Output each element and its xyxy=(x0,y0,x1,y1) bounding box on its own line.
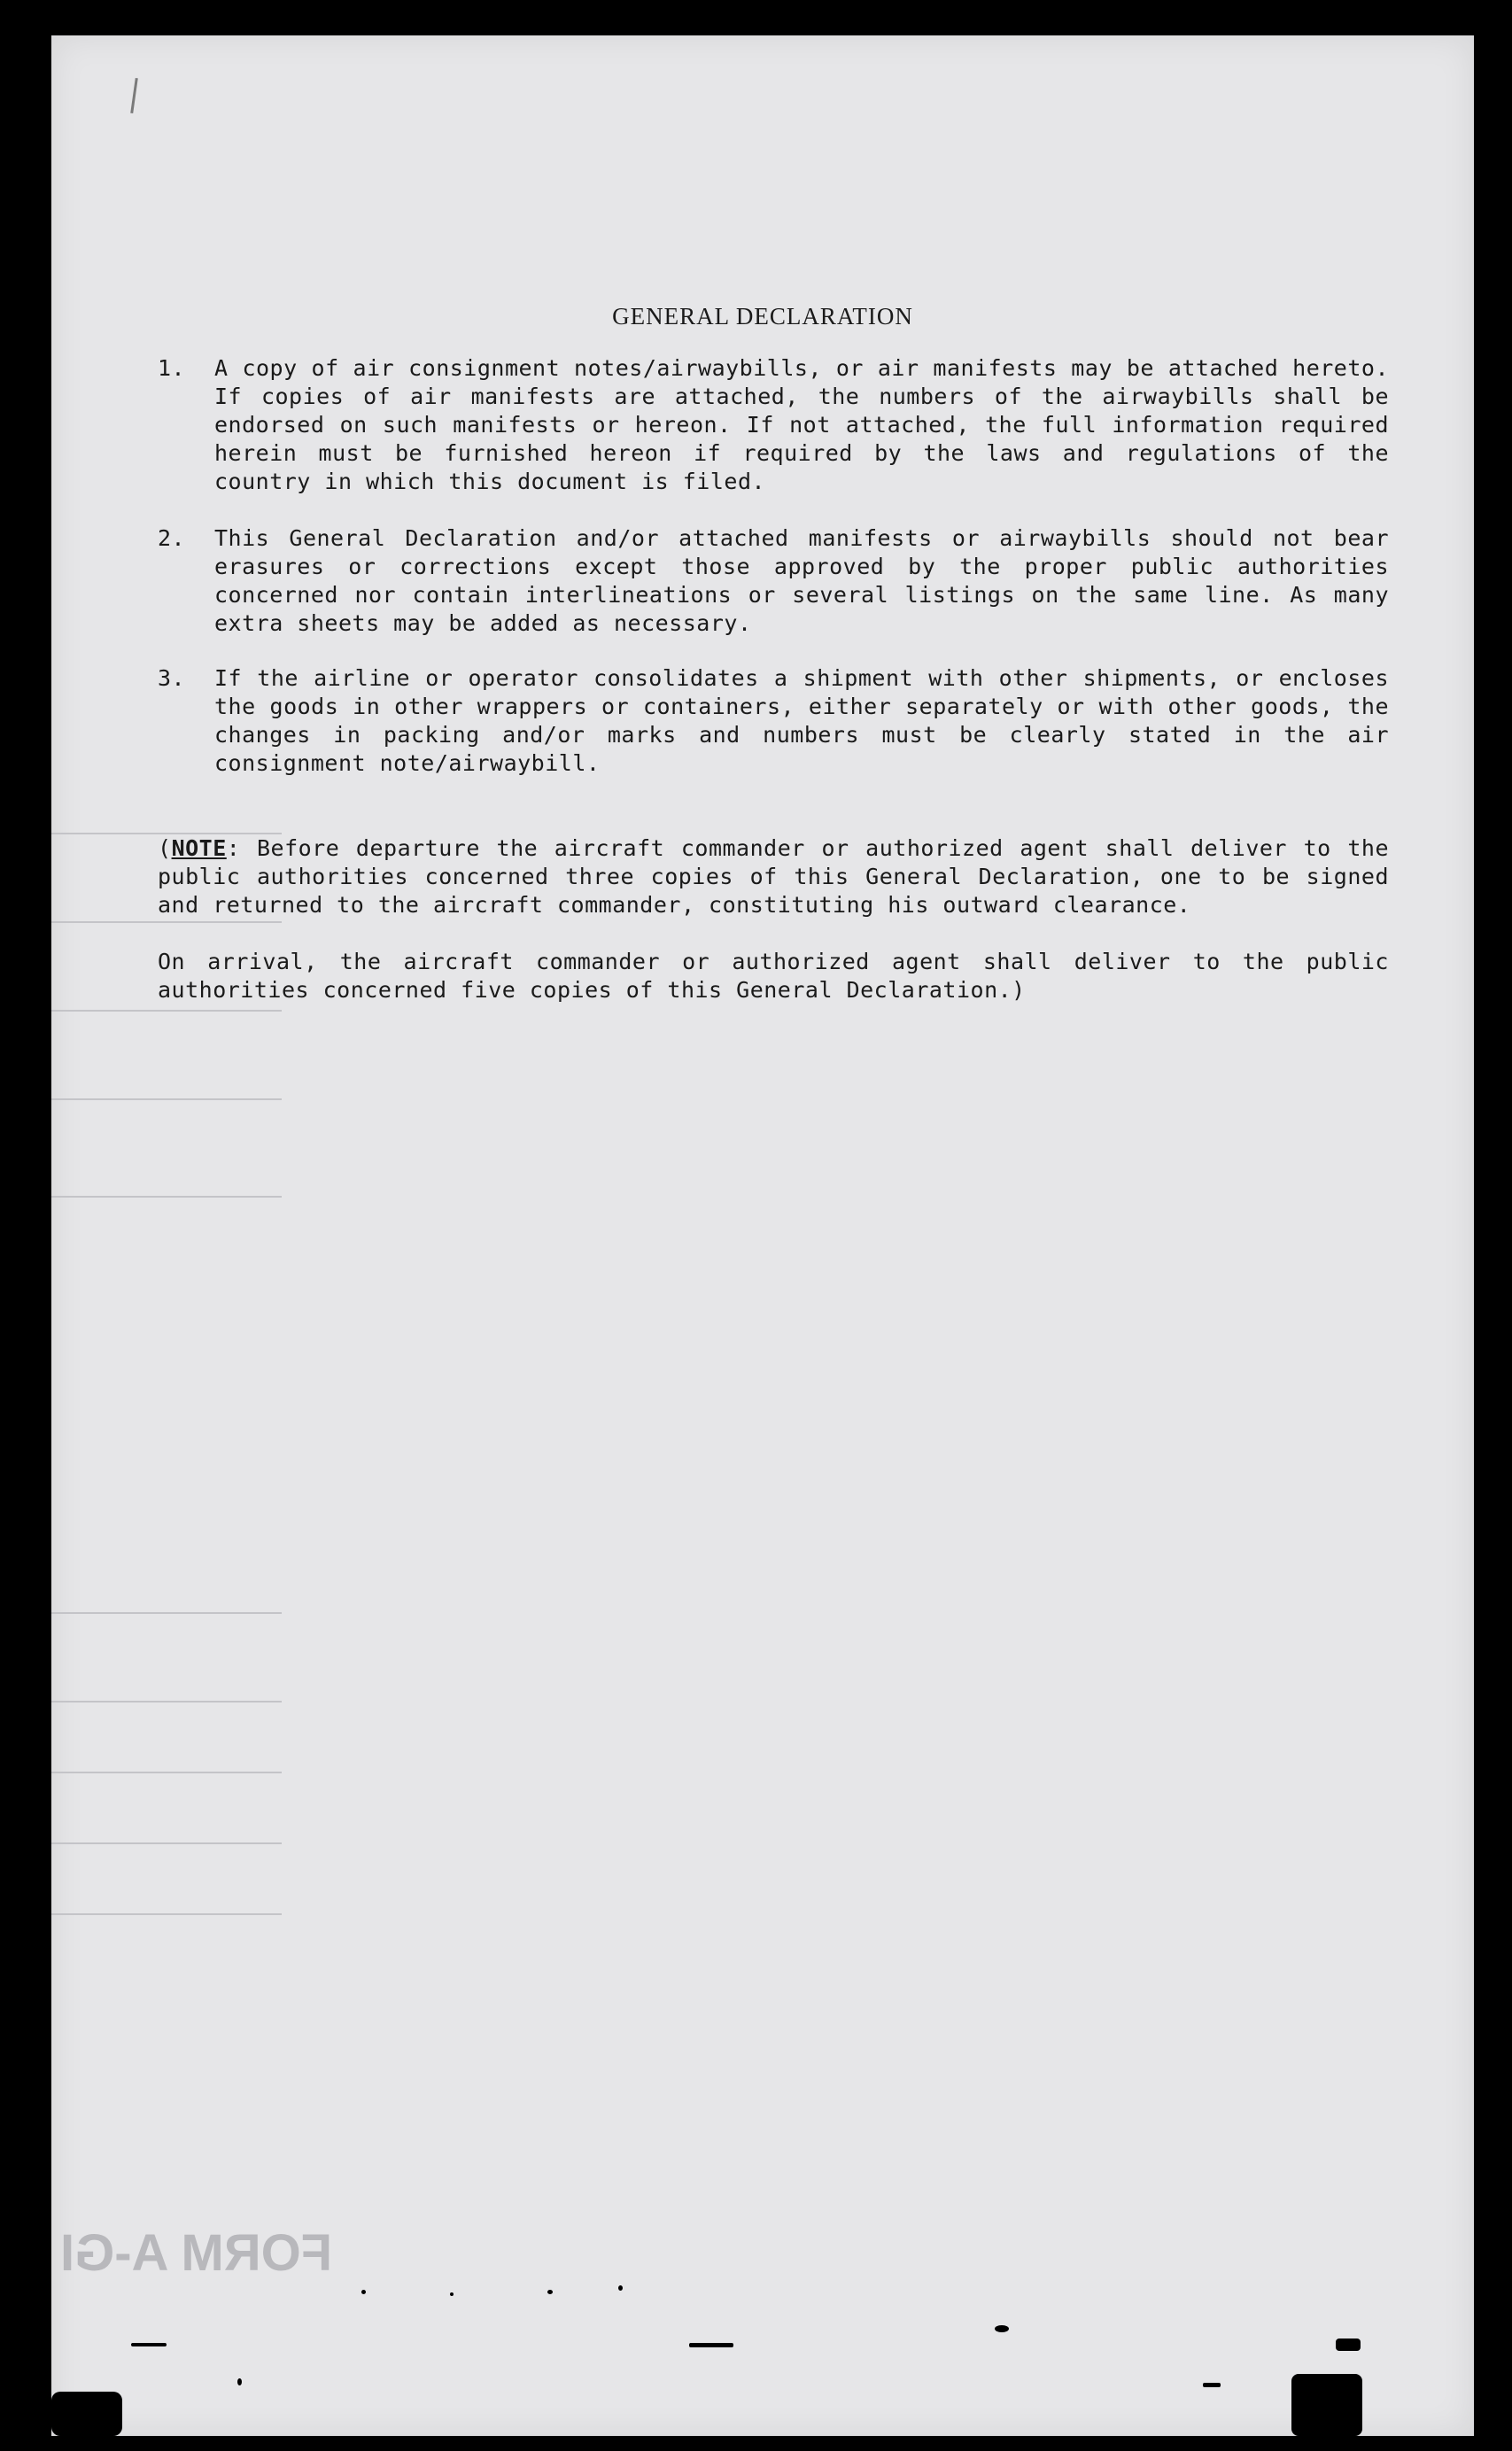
scan-speck xyxy=(1336,2339,1361,2351)
scan-speck xyxy=(1291,2374,1362,2436)
scan-speck xyxy=(547,2290,553,2294)
bleed-through-form-label: FORM A-GI xyxy=(60,2224,333,2282)
scan-speck xyxy=(689,2343,733,2347)
bleed-through-rule xyxy=(51,1010,282,1012)
note-label: NOTE xyxy=(171,835,227,861)
note-text-departure: Before departure the aircraft commander or authorized agent shall deliver to the public authorities concerned three copies of this General Declaration, one to be signed and returned to the aircraft commander, constituting his outward clearance. xyxy=(158,835,1389,918)
corner-mark xyxy=(130,78,138,113)
note-label-suffix: : xyxy=(226,835,241,861)
bleed-through-rule xyxy=(51,1701,282,1703)
scan-speck xyxy=(618,2285,623,2291)
scan-speck xyxy=(995,2325,1009,2332)
paragraph-number: 1. xyxy=(158,355,186,381)
scan-speck xyxy=(361,2290,366,2294)
paragraph-text: This General Declaration and/or attached manifests or airwaybills should not bear erasures or corrections except those approved by the proper public authorities concerned nor contain interlineations or several listings on the same line. As many extra sheets may be added as necessary. xyxy=(214,525,1389,636)
paragraph-number: 2. xyxy=(158,525,186,551)
paragraph-1 xyxy=(158,354,1389,496)
note-text-arrival: On arrival, the aircraft commander or authorized agent shall deliver to the public authorities concerned five copies of this General Declaration.) xyxy=(158,949,1389,1003)
paragraph-3 xyxy=(158,664,1389,778)
note-open-paren: ( xyxy=(158,835,172,861)
paragraph-text: A copy of air consignment notes/airwaybills, or air manifests may be attached hereto. If copies of air manifests are attached, the numbers of the airwaybills shall be endorsed on such manifests or hereon. If not attached, the full information required herein must be furnished hereon if required by the laws and regulations of the country in which this document is filed. xyxy=(214,355,1389,494)
note-arrival xyxy=(158,948,1389,1004)
document-page xyxy=(51,35,1474,2436)
scan-speck xyxy=(1203,2383,1221,2387)
scan-speck xyxy=(450,2292,454,2296)
paragraph-2 xyxy=(158,524,1389,638)
paragraph-text: If the airline or operator consolidates a shipment with other shipments, or encloses the goods in other wrappers or containers, either separately or with other goods, the changes in packing and/or marks and numbers must be clearly stated in the air consignment note/airwaybill. xyxy=(214,665,1389,776)
bleed-through-rule xyxy=(51,1612,282,1614)
bleed-through-rule xyxy=(51,921,282,923)
scan-speck xyxy=(237,2378,242,2385)
paragraph-number: 3. xyxy=(158,665,186,691)
document-title: GENERAL DECLARATION xyxy=(612,303,913,330)
note-block xyxy=(158,834,1389,919)
bleed-through-rule xyxy=(51,1913,282,1915)
bleed-through-rule xyxy=(51,1196,282,1198)
scan-speck xyxy=(51,2392,122,2436)
scan-speck xyxy=(131,2343,167,2346)
bleed-through-rule xyxy=(51,1842,282,1844)
bleed-through-rule xyxy=(51,1098,282,1100)
bleed-through-rule xyxy=(51,1772,282,1773)
